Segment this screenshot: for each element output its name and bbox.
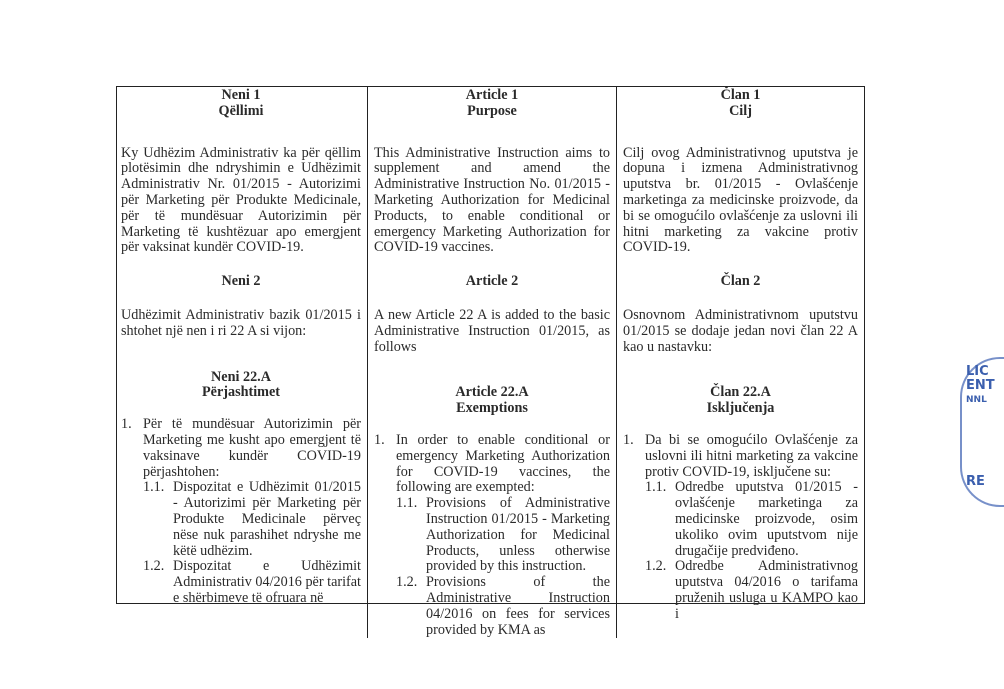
article-1-heading: Neni 1 xyxy=(221,87,261,103)
article-22a-heading: Član 22.A xyxy=(710,384,771,401)
column-albanian xyxy=(117,87,367,638)
sub-list-item-number: 1.2. xyxy=(396,574,418,591)
sub-list-item-text: Odredbe uputstva 01/2015 - ovlašćenje marketinga za medicinske proizvode, osim ukoliko ovim uputstvom nije drugačije predviđeno. xyxy=(675,479,858,559)
article-1-title: Purpose xyxy=(467,102,517,119)
article-2-heading: Article 2 xyxy=(465,273,519,290)
article-1-heading: Article 1 xyxy=(465,87,519,103)
article-1-heading: Član 1 xyxy=(720,87,761,103)
article-22a-title: Isključenja xyxy=(706,400,775,417)
official-stamp xyxy=(960,357,1000,507)
list-item-number: 1. xyxy=(623,431,634,448)
list-item-text: Da bi se omogućilo Ovlašćenje za uslovni ili hitni marketing za vakcine protiv COVID-19, isključene su: xyxy=(645,431,858,480)
list-item xyxy=(121,417,361,480)
article-2-text: A new Article 22 A is added to the basic Administrative Instruction 01/2015, as follows xyxy=(374,306,610,355)
sub-list-item-number: 1.2. xyxy=(645,558,667,575)
list-item-text: In order to enable conditional or emergency Marketing Authorization for COVID-19 vaccines, the following are exempted: xyxy=(396,431,610,496)
trilingual-table xyxy=(116,86,865,638)
article-2-heading: Neni 2 xyxy=(221,273,261,290)
sub-list-item xyxy=(374,496,610,575)
sub-list-item-number: 1.1. xyxy=(645,479,667,496)
article-2-heading: Član 2 xyxy=(720,273,761,290)
article-1-text: This Administrative Instruction aims to supplement and amend the Administrative Instruction No. 01/2015 - Marketing Authorization for Medicinal Products, to enable conditional or emergency Marketing Authorization for COVID-19 vaccines. xyxy=(374,144,610,256)
list-item-text: Për të mundësuar Autorizimin për Marketing me kusht apo emergjent të vaksinave kundër COVID-19 përjashtohen: xyxy=(143,416,361,480)
sub-list-item-number: 1.1. xyxy=(396,495,418,512)
sub-list-item-number: 1.2. xyxy=(143,558,165,575)
article-2-text: Udhëzimit Administrativ bazik 01/2015 i shtohet një nen i ri 22 A si vijon: xyxy=(121,306,361,339)
article-1-text: Cilj ovog Administrativnog uputstva je dopuna i izmena Administrativnog uputstva br. 01/2015 - Ovlašćenje marketinga za medicinske proizvode, da bi se omogućilo ovlašćenje za uslovni ili hitni marketing za vakcine protiv COVID-19. xyxy=(623,144,858,256)
list-item-number: 1. xyxy=(374,431,385,448)
list-item-number: 1. xyxy=(121,416,132,433)
article-1-title: Qëllimi xyxy=(218,102,264,119)
stamp-text: NNL xyxy=(966,395,987,405)
article-22a-title: Exemptions xyxy=(456,400,528,417)
stamp-text: LIC xyxy=(966,364,989,379)
sub-list-item xyxy=(121,480,361,559)
list-item xyxy=(623,433,858,480)
sub-list-item xyxy=(121,559,361,606)
article-1-title: Cilj xyxy=(729,102,752,119)
stamp-text: ENT xyxy=(966,378,995,393)
sub-list-item-text: Odredbe Administrativnog uputstva 04/2016 o tarifama pruženih usluga u KAMPO kao i xyxy=(675,558,858,622)
sub-list-item-number: 1.1. xyxy=(143,479,165,496)
sub-list-item-text: Provisions of the Administrative Instruction 04/2016 on fees for services provided by KMA as xyxy=(426,574,610,638)
article-2-text: Osnovnom Administrativnom uputstvu 01/2015 se dodaje jedan novi član 22 A kao u nastavku: xyxy=(623,306,858,355)
sub-list-item-text: Dispozitat e Udhëzimit Administrativ 04/2016 për tarifat e shërbimeve të ofruara në xyxy=(173,558,361,606)
sub-list-item xyxy=(374,575,610,638)
list-item xyxy=(374,433,610,496)
sub-list-item-text: Dispozitat e Udhëzimit 01/2015 - Autorizimi për Marketing për Produkte Medicinale përveç nëse nuk parashihet ndryshe me këtë udhëzim. xyxy=(173,479,361,559)
article-1-text: Ky Udhëzim Administrativ ka për qëllim plotësimin dhe ndryshimin e Udhëzimit Administrativ Nr. 01/2015 - Autorizimi për Marketing për Produkte Medicinale, për të mundësuar Autorizimin për Marketing të kushtëzuar apo emergjent për vaksinat kundër COVID-19. xyxy=(121,144,361,256)
column-serbian xyxy=(616,87,864,638)
stamp-text: RE xyxy=(966,474,985,489)
column-english xyxy=(367,87,616,638)
sub-list-item xyxy=(623,480,858,559)
article-22a-heading: Neni 22.A xyxy=(211,368,271,385)
sub-list-item-text: Provisions of Administrative Instruction 01/2015 - Marketing Authorization for Medicinal Products, unless otherwise provided by this instruction. xyxy=(426,495,610,575)
sub-list-item xyxy=(623,559,858,622)
article-22a-title: Përjashtimet xyxy=(202,384,280,401)
article-22a-heading: Article 22.A xyxy=(455,384,529,401)
